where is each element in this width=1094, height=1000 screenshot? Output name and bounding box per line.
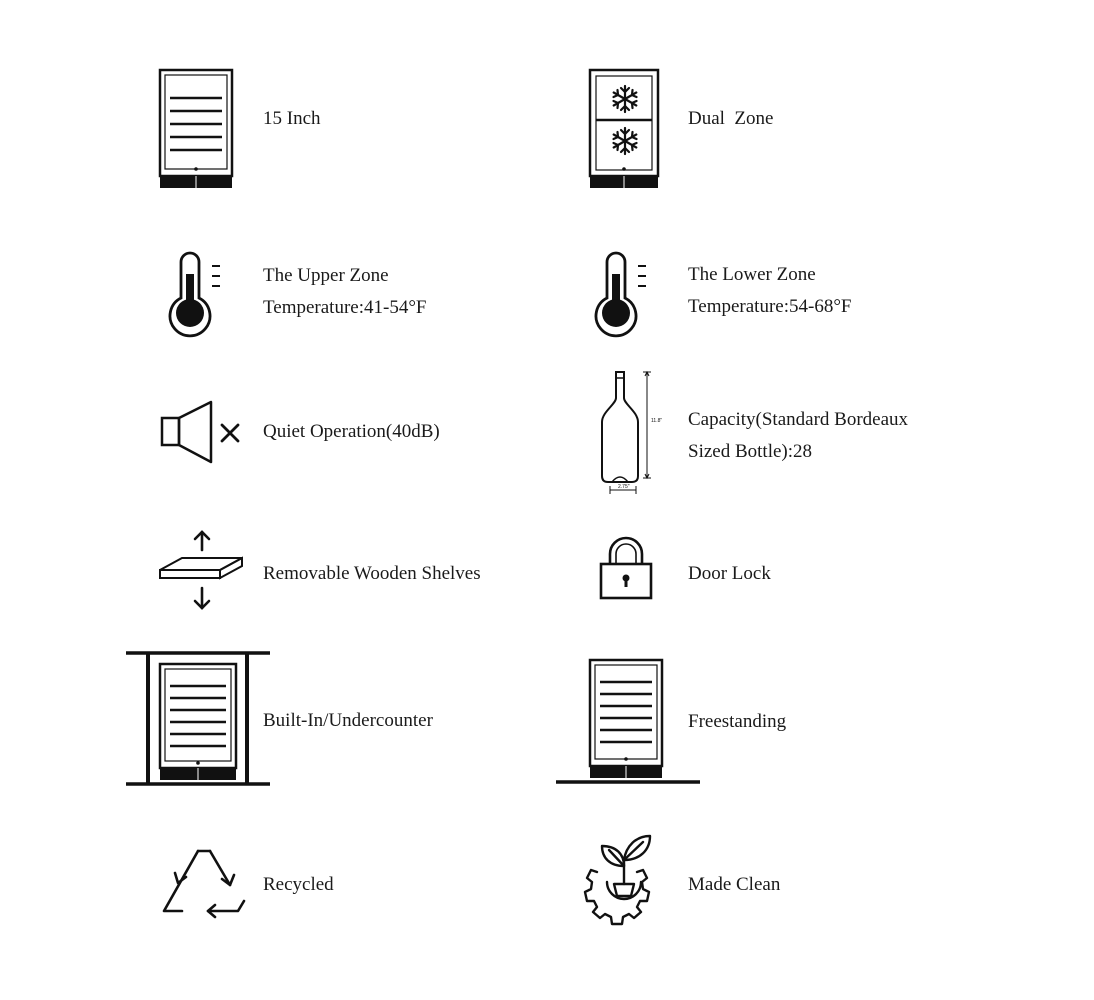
thermometer-icon [590,254,652,336]
label-line-2: Sized Bottle):28 [688,441,813,462]
label-line-2: Temperature:41-54°F [263,297,427,318]
padlock-icon [598,536,656,602]
feature-label [688,404,908,468]
speaker-mute-icon [160,400,246,464]
built-in-cooler-icon [126,650,272,790]
feature-label: Made Clean [688,874,781,895]
wine-cooler-icon [158,68,234,190]
feature-label [688,259,852,323]
feature-label: Recycled [263,874,334,895]
feature-label: Built-In/Undercounter [263,710,433,731]
bottle-height-dimension: 11.8" [651,418,663,424]
feature-label: Freestanding [688,711,787,732]
bottle-width-dimension: 2.75" [618,484,630,490]
feature-label: Door Lock [688,563,771,584]
feature-label: Quiet Operation(40dB) [263,421,440,442]
removable-shelf-icon [156,528,246,614]
label-line-2: Temperature:54-68°F [688,296,852,317]
label-line-1: Capacity(Standard Bordeaux [688,409,909,430]
label-line-1: The Lower Zone [688,264,816,285]
feature-label: Dual Zone [688,108,774,129]
plant-gear-icon [585,832,663,922]
thermometer-icon [164,254,226,336]
feature-label: Removable Wooden Shelves [263,563,481,584]
wine-bottle-icon [598,368,664,498]
recycle-icon [160,845,250,919]
dual-zone-snowflake-icon [588,68,660,190]
feature-label [263,260,427,324]
label-line-1: The Upper Zone [263,265,389,286]
freestanding-cooler-icon [554,658,702,786]
feature-label: 15 Inch [263,108,321,129]
